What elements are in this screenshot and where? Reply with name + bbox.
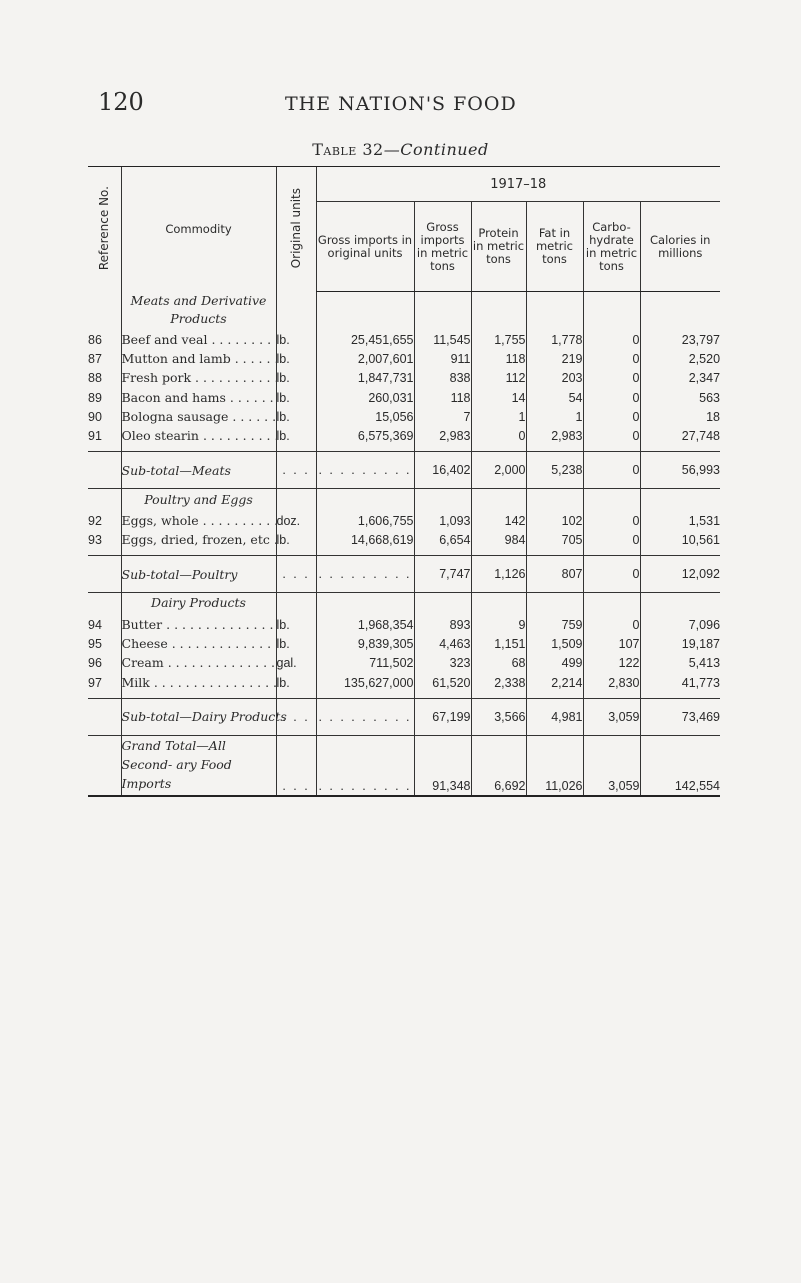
commodity-label: Eggs, dried, frozen, etc [121, 532, 270, 548]
table-body [88, 292, 720, 796]
fat-value: 219 [526, 347, 583, 366]
original-unit: lb. [276, 405, 316, 424]
empty-cell [471, 443, 526, 452]
commodity-name [121, 509, 276, 528]
protein-value: 984 [471, 528, 526, 547]
empty-cell [316, 292, 414, 328]
calories-value: 19,187 [640, 632, 720, 651]
empty-cell [316, 547, 414, 556]
empty-cell [414, 593, 471, 613]
units-dots: . . . [276, 698, 316, 735]
calories-value: 2,347 [640, 366, 720, 385]
commodity-name [121, 347, 276, 366]
commodity-label: Oleo stearin [121, 428, 199, 444]
empty-cell [526, 593, 583, 613]
empty-cell [88, 593, 121, 613]
protein-total: 6,692 [471, 735, 526, 796]
section-header-row [88, 489, 720, 509]
empty-cell [88, 443, 121, 452]
fat-total: 11,026 [526, 735, 583, 796]
reference-number: 87 [88, 352, 102, 367]
protein-value: 9 [471, 612, 526, 631]
header-year: 1917–18 [316, 167, 720, 202]
empty-cell [316, 489, 414, 509]
original-unit: doz. [276, 509, 316, 528]
empty-cell [414, 489, 471, 509]
section-header-row [88, 292, 720, 328]
gross-original-value: 260,031 [316, 385, 414, 404]
gross-original-value: 1,847,731 [316, 366, 414, 385]
empty-cell [276, 593, 316, 613]
gross-original-value: 6,575,369 [316, 424, 414, 443]
units-dots: . . . [276, 735, 316, 796]
carbohydrate-value: 0 [583, 424, 640, 443]
protein-value: 2,338 [471, 670, 526, 689]
table-row [88, 612, 720, 631]
commodity-label: Cheese [121, 636, 168, 652]
empty-cell [471, 690, 526, 699]
commodity-name [121, 632, 276, 651]
empty-cell [640, 489, 720, 509]
empty-cell [121, 690, 276, 699]
protein-value: 1 [471, 405, 526, 424]
protein-value: 1,151 [471, 632, 526, 651]
table-row [88, 328, 720, 347]
table-row [88, 509, 720, 528]
gross-metric-value: 7 [414, 405, 471, 424]
gross-original-value: 1,606,755 [316, 509, 414, 528]
empty-cell [583, 443, 640, 452]
commodity-label: Milk [121, 674, 150, 690]
calories-value: 563 [640, 385, 720, 404]
commodity-label: Bacon and hams [121, 389, 226, 405]
calories-value: 2,520 [640, 347, 720, 366]
gross-metric-value: 118 [414, 385, 471, 404]
calories-value: 5,413 [640, 651, 720, 670]
empty-cell [316, 593, 414, 613]
empty-cell [88, 489, 121, 509]
empty-cell [526, 489, 583, 509]
empty-cell [583, 690, 640, 699]
empty-cell [316, 690, 414, 699]
total-label: Sub-total—Meats [121, 452, 276, 489]
gross-original-value: 1,968,354 [316, 612, 414, 631]
empty-cell [88, 735, 121, 796]
food-imports-table [88, 166, 720, 797]
empty-cell [414, 690, 471, 699]
protein-value: 142 [471, 509, 526, 528]
section-header-row [88, 593, 720, 613]
original-unit: lb. [276, 366, 316, 385]
carbohydrate-value: 0 [583, 405, 640, 424]
carbohydrate-value: 0 [583, 347, 640, 366]
page-number: 120 [98, 88, 144, 116]
subtotal-row [88, 698, 720, 735]
commodity-name [121, 670, 276, 689]
empty-cell [121, 443, 276, 452]
header-commodity: Commodity [121, 167, 276, 292]
reference-number: 94 [88, 617, 102, 632]
gross-metric-total: 67,199 [414, 698, 471, 735]
carbohydrate-total: 3,059 [583, 735, 640, 796]
table-row [88, 366, 720, 385]
fat-value: 1 [526, 405, 583, 424]
calories-value: 1,531 [640, 509, 720, 528]
total-label: Sub-total—Dairy Products [121, 698, 276, 735]
spacer-row [88, 443, 720, 452]
gross-metric-value: 61,520 [414, 670, 471, 689]
section-title: Poultry and Eggs [121, 489, 276, 509]
original-unit: lb. [276, 424, 316, 443]
commodity-name [121, 424, 276, 443]
commodity-name [121, 385, 276, 404]
empty-cell [414, 292, 471, 328]
reference-number: 92 [88, 513, 102, 528]
original-unit: lb. [276, 632, 316, 651]
spacer-row [88, 547, 720, 556]
empty-cell [583, 292, 640, 328]
gross-metric-value: 893 [414, 612, 471, 631]
carbohydrate-value: 122 [583, 651, 640, 670]
fat-value: 759 [526, 612, 583, 631]
empty-cell [526, 292, 583, 328]
empty-cell [526, 547, 583, 556]
original-dots: . . . . . . . . . [316, 452, 414, 489]
reference-number: 93 [88, 533, 102, 548]
table-caption [0, 140, 801, 159]
gross-original-value: 2,007,601 [316, 347, 414, 366]
carbohydrate-value: 0 [583, 328, 640, 347]
calories-value: 41,773 [640, 670, 720, 689]
gross-metric-value: 911 [414, 347, 471, 366]
gross-original-value: 711,502 [316, 651, 414, 670]
table-row [88, 632, 720, 651]
empty-cell [640, 690, 720, 699]
empty-cell [88, 452, 121, 489]
calories-value: 18 [640, 405, 720, 424]
commodity-name [121, 405, 276, 424]
table-row [88, 405, 720, 424]
original-unit: lb. [276, 347, 316, 366]
header-protein: Protein in metric tons [471, 202, 526, 292]
table-row [88, 424, 720, 443]
empty-cell [471, 547, 526, 556]
header-carbohydrate: Carbo- hydrate in metric tons [583, 202, 640, 292]
calories-total: 142,554 [640, 735, 720, 796]
gross-metric-total: 7,747 [414, 556, 471, 593]
fat-value: 705 [526, 528, 583, 547]
protein-value: 0 [471, 424, 526, 443]
carbohydrate-value: 2,830 [583, 670, 640, 689]
carbohydrate-value: 0 [583, 509, 640, 528]
caption-continued: —Continued [383, 140, 489, 159]
gross-original-value: 14,668,619 [316, 528, 414, 547]
protein-value: 14 [471, 385, 526, 404]
protein-value: 112 [471, 366, 526, 385]
running-head: THE NATION'S FOOD [285, 93, 517, 115]
empty-cell [88, 292, 121, 328]
subtotal-row [88, 556, 720, 593]
empty-cell [276, 690, 316, 699]
fat-value: 2,983 [526, 424, 583, 443]
carbohydrate-value: 0 [583, 528, 640, 547]
fat-value: 54 [526, 385, 583, 404]
gross-metric-value: 323 [414, 651, 471, 670]
fat-total: 4,981 [526, 698, 583, 735]
empty-cell [88, 556, 121, 593]
carbohydrate-value: 107 [583, 632, 640, 651]
original-unit: lb. [276, 612, 316, 631]
empty-cell [276, 443, 316, 452]
empty-cell [471, 489, 526, 509]
gross-metric-total: 91,348 [414, 735, 471, 796]
empty-cell [88, 690, 121, 699]
reference-number: 96 [88, 656, 102, 671]
commodity-label: Butter [121, 616, 163, 632]
gross-metric-value: 11,545 [414, 328, 471, 347]
header-calories: Calories in millions [640, 202, 720, 292]
calories-value: 23,797 [640, 328, 720, 347]
reference-number: 86 [88, 332, 102, 347]
caption-title: Table 32 [312, 140, 384, 159]
empty-cell [121, 547, 276, 556]
reference-number: 97 [88, 675, 102, 690]
carbohydrate-value: 0 [583, 366, 640, 385]
protein-total: 2,000 [471, 452, 526, 489]
header-fat: Fat in metric tons [526, 202, 583, 292]
empty-cell [88, 698, 121, 735]
units-dots: . . . [276, 452, 316, 489]
header-gross-metric: Gross imports in metric tons [414, 202, 471, 292]
fat-total: 5,238 [526, 452, 583, 489]
empty-cell [526, 690, 583, 699]
reference-number: 89 [88, 390, 102, 405]
section-title: Dairy Products [121, 593, 276, 613]
header-gross-original: Gross imports in original units [316, 202, 414, 292]
empty-cell [88, 547, 121, 556]
commodity-name [121, 612, 276, 631]
protein-total: 3,566 [471, 698, 526, 735]
calories-value: 27,748 [640, 424, 720, 443]
commodity-name [121, 366, 276, 385]
fat-value: 1,778 [526, 328, 583, 347]
table-row [88, 347, 720, 366]
empty-cell [640, 593, 720, 613]
commodity-name [121, 328, 276, 347]
gross-metric-value: 838 [414, 366, 471, 385]
empty-cell [471, 593, 526, 613]
original-dots: . . . . . . . . . [316, 698, 414, 735]
commodity-label: Fresh pork [121, 370, 192, 386]
total-label: Sub-total—Poultry [121, 556, 276, 593]
gross-metric-value: 2,983 [414, 424, 471, 443]
fat-value: 102 [526, 509, 583, 528]
commodity-label: Mutton and lamb [121, 351, 231, 367]
fat-value: 1,509 [526, 632, 583, 651]
calories-total: 12,092 [640, 556, 720, 593]
gross-original-value: 135,627,000 [316, 670, 414, 689]
carbohydrate-value: 0 [583, 612, 640, 631]
empty-cell [414, 443, 471, 452]
fat-value: 203 [526, 366, 583, 385]
empty-cell [640, 292, 720, 328]
fat-value: 2,214 [526, 670, 583, 689]
empty-cell [276, 547, 316, 556]
calories-value: 7,096 [640, 612, 720, 631]
carbohydrate-value: 0 [583, 385, 640, 404]
reference-number: 95 [88, 637, 102, 652]
original-unit: lb. [276, 528, 316, 547]
reference-number: 91 [88, 429, 102, 444]
original-unit: lb. [276, 670, 316, 689]
subtotal-row [88, 452, 720, 489]
commodity-label: Eggs, whole [121, 512, 199, 528]
original-unit: lb. [276, 328, 316, 347]
original-dots: . . . . . . . . . [316, 735, 414, 796]
carbohydrate-total: 3,059 [583, 698, 640, 735]
carbohydrate-total: 0 [583, 452, 640, 489]
empty-cell [640, 443, 720, 452]
gross-metric-value: 6,654 [414, 528, 471, 547]
spacer-row [88, 690, 720, 699]
gross-original-value: 9,839,305 [316, 632, 414, 651]
protein-value: 68 [471, 651, 526, 670]
reference-number: 90 [88, 409, 102, 424]
table-row [88, 670, 720, 689]
empty-cell [276, 489, 316, 509]
carbohydrate-total: 0 [583, 556, 640, 593]
protein-value: 1,755 [471, 328, 526, 347]
gross-original-value: 25,451,655 [316, 328, 414, 347]
header-units: Original units [276, 167, 316, 292]
gross-original-value: 15,056 [316, 405, 414, 424]
empty-cell [316, 443, 414, 452]
header-ref: Reference No. [88, 167, 121, 292]
original-unit: lb. [276, 385, 316, 404]
protein-total: 1,126 [471, 556, 526, 593]
grand-total-row [88, 735, 720, 796]
empty-cell [583, 547, 640, 556]
original-unit: gal. [276, 651, 316, 670]
commodity-label: Cream [121, 655, 164, 671]
empty-cell [640, 547, 720, 556]
commodity-label: Beef and veal [121, 331, 208, 347]
empty-cell [414, 547, 471, 556]
gross-metric-value: 1,093 [414, 509, 471, 528]
calories-total: 56,993 [640, 452, 720, 489]
calories-total: 73,469 [640, 698, 720, 735]
fat-total: 807 [526, 556, 583, 593]
units-dots: . . . [276, 556, 316, 593]
original-dots: . . . . . . . . . [316, 556, 414, 593]
table-row [88, 651, 720, 670]
protein-value: 118 [471, 347, 526, 366]
section-title: Meats and Derivative Products [121, 292, 276, 328]
empty-cell [583, 489, 640, 509]
empty-cell [471, 292, 526, 328]
commodity-label: Bologna sausage [121, 408, 229, 424]
fat-value: 499 [526, 651, 583, 670]
empty-cell [583, 593, 640, 613]
total-label: Grand Total—All Second- ary Food Imports [121, 735, 276, 796]
empty-cell [526, 443, 583, 452]
reference-number: 88 [88, 371, 102, 386]
gross-metric-value: 4,463 [414, 632, 471, 651]
commodity-name [121, 651, 276, 670]
gross-metric-total: 16,402 [414, 452, 471, 489]
commodity-name [121, 528, 276, 547]
calories-value: 10,561 [640, 528, 720, 547]
table-row [88, 385, 720, 404]
table-row [88, 528, 720, 547]
empty-cell [276, 292, 316, 328]
